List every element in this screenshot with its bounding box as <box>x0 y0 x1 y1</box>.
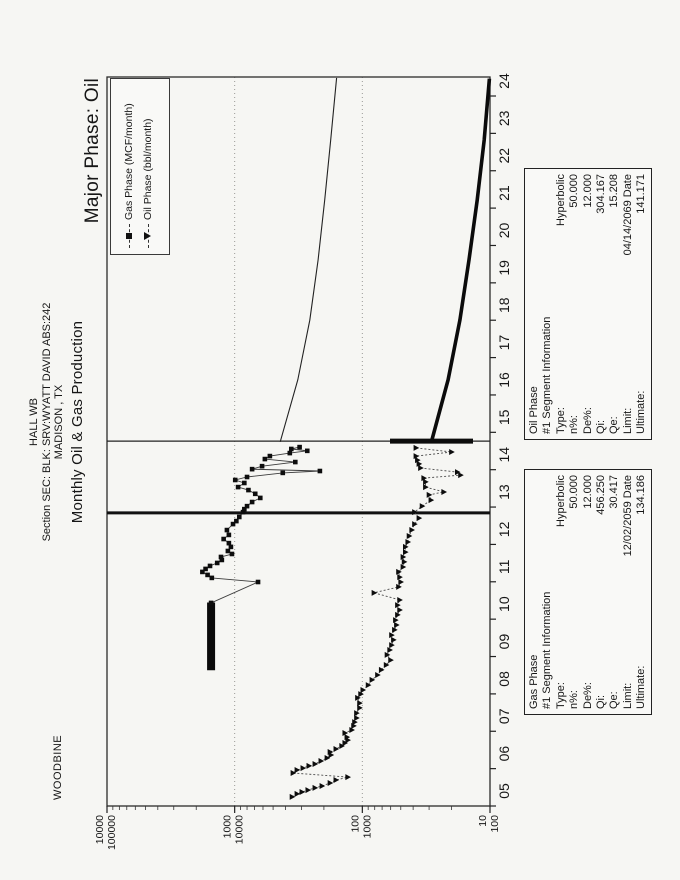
x-axis-tick-label: 12 <box>496 521 512 538</box>
segment-info-label: Type: <box>554 682 567 709</box>
oil-data-marker <box>334 777 340 783</box>
well-county: MADISON , TX <box>53 384 65 460</box>
segment-info-value: 304.167 <box>595 174 608 214</box>
segment-info-value: Hyperbolic <box>554 174 567 226</box>
gas-data-marker <box>203 567 208 572</box>
oil-data-marker <box>414 445 420 451</box>
segment-info-row <box>582 475 595 709</box>
oil-segment-info-box <box>524 168 652 440</box>
x-axis-tick-label: 11 <box>496 559 512 575</box>
oil-data-marker <box>375 672 381 678</box>
oil-data-marker <box>407 533 413 539</box>
oil-data-marker <box>387 647 393 653</box>
segment-info-value: 456.250 <box>595 475 608 515</box>
gas-data-marker <box>289 447 294 452</box>
segment-info-row <box>555 475 568 709</box>
segment-info-row <box>582 174 595 434</box>
segment-info-label: Qi: <box>595 694 608 709</box>
segment-info-row <box>595 174 608 434</box>
gas-data-marker <box>305 449 310 454</box>
legend-item-gas <box>119 79 138 248</box>
segment-info-label: Qi: <box>595 419 608 434</box>
x-axis-tick-label: 20 <box>496 222 512 239</box>
segment-info-value: 12.000 <box>581 174 594 208</box>
gas-data-marker <box>208 564 213 569</box>
gas-data-marker <box>219 555 224 560</box>
segment-info-label: Limit: <box>621 407 634 434</box>
segment-info-value: 15.208 <box>608 174 621 208</box>
gas-data-marker <box>227 541 232 546</box>
chart-title: Monthly Oil & Gas Production <box>68 320 86 524</box>
segment-info-row <box>595 475 608 709</box>
oil-data-marker <box>389 632 395 638</box>
gas-data-marker <box>233 478 238 483</box>
oil-data-marker <box>393 617 399 623</box>
x-axis-tick-label: 06 <box>496 745 512 762</box>
x-axis-tick-label: 14 <box>496 446 512 463</box>
gas-data-marker <box>260 464 265 469</box>
x-axis-tick-label: 18 <box>496 297 512 314</box>
segment-info-label: Qe: <box>608 416 621 434</box>
oil-data-marker <box>412 521 418 527</box>
oil-history-line <box>292 448 461 797</box>
formation-label: WOODBINE <box>52 734 64 800</box>
segment-info-value: 134.186 <box>635 475 648 515</box>
oil-data-marker <box>449 449 455 455</box>
gas-data-marker <box>263 457 268 462</box>
gas-data-marker <box>297 445 302 450</box>
segment-info-value: Hyperbolic <box>554 475 567 527</box>
oil-data-marker <box>301 765 307 771</box>
segment-info-row <box>608 475 621 709</box>
oil-data-marker <box>429 497 435 503</box>
legend-item-oil <box>138 79 157 248</box>
oil-data-marker <box>290 794 296 800</box>
oil-data-marker <box>394 622 400 628</box>
oil-data-marker <box>345 774 351 780</box>
oil-data-marker <box>295 791 301 797</box>
oil-data-marker <box>360 687 366 693</box>
gas-data-marker <box>234 519 239 524</box>
gas-data-marker <box>245 504 250 509</box>
oil-data-marker <box>418 465 424 471</box>
oil-data-marker <box>366 682 372 688</box>
oil-data-marker <box>320 783 326 789</box>
gas-segment-info-box <box>524 469 652 715</box>
gas-data-marker <box>225 528 230 533</box>
gas-box-title: Gas Phase <box>528 654 540 709</box>
gas-data-marker <box>293 460 298 465</box>
segment-info-value: 50.000 <box>568 475 581 509</box>
oil-data-marker <box>295 767 301 773</box>
segment-info-value: 12/02/2059 Date <box>621 475 634 557</box>
gas-data-marker <box>258 496 263 501</box>
x-axis-tick-label: 17 <box>496 334 512 351</box>
x-axis-tick-label: 10 <box>496 596 512 612</box>
gas-data-marker <box>215 561 220 566</box>
segment-info-value: 30.417 <box>608 475 621 509</box>
x-axis-tick-label: 22 <box>496 147 512 164</box>
oil-data-marker <box>305 787 311 793</box>
oil-box-subtitle: #1 Segment Information <box>541 316 554 434</box>
segment-info-label: De%: <box>581 682 594 709</box>
gas-data-marker <box>209 601 214 606</box>
oil-forecast-line <box>432 79 490 440</box>
oil-data-marker <box>405 539 411 545</box>
segment-info-value: 12.000 <box>581 475 594 509</box>
x-axis-tick-label: 07 <box>496 708 512 725</box>
x-axis-tick-label: 13 <box>496 484 512 500</box>
oil-data-marker <box>354 715 360 721</box>
y-axis-gas-scale-label: 10000 <box>233 815 246 845</box>
oil-data-marker <box>409 527 415 533</box>
oil-data-marker <box>395 602 401 608</box>
y-axis-oil-scale-label: 10 <box>477 815 489 827</box>
segment-info-label: De%: <box>581 407 594 434</box>
x-axis-tick-label: 16 <box>496 372 512 388</box>
oil-data-marker <box>441 489 447 495</box>
gas-box-subtitle: #1 Segment Information <box>541 591 554 709</box>
segment-info-row <box>622 174 635 434</box>
oil-data-marker <box>313 785 319 791</box>
legend <box>110 78 170 255</box>
gas-data-marker <box>250 467 255 472</box>
segment-info-value: 04/14/2069 Date <box>621 174 634 256</box>
oil-data-marker <box>401 564 407 570</box>
gas-data-marker <box>230 552 235 557</box>
gas-data-marker <box>227 533 232 538</box>
oil-data-marker <box>328 780 334 786</box>
gas-data-marker <box>237 515 242 520</box>
gas-data-marker <box>287 451 292 456</box>
y-axis-gas-scale-label: 100000 <box>106 815 118 851</box>
gas-data-marker <box>318 469 323 474</box>
x-axis-tick-label: 24 <box>496 73 512 89</box>
legend-oil-label: Oil Phase (bbl/month) <box>141 118 154 220</box>
well-location: Section SEC: BLK: SRV:WYATT DAVID ABS:242 <box>40 302 53 542</box>
gas-data-marker <box>246 488 251 493</box>
x-axis-tick-label: 21 <box>496 185 512 201</box>
oil-data-marker <box>388 657 394 663</box>
y-axis-oil-scale-label: 10000 <box>94 815 106 845</box>
oil-data-marker <box>403 549 409 555</box>
oil-data-marker <box>319 758 325 764</box>
oil-box-title: Oil Phase <box>528 386 540 434</box>
gas-data-marker <box>242 481 247 486</box>
oil-data-marker <box>402 559 408 565</box>
gas-history-line <box>202 447 320 603</box>
segment-info-row <box>608 174 621 434</box>
x-axis-tick-label: 15 <box>496 409 512 426</box>
legend-gas-label: Gas Phase (MCF/month) <box>122 103 135 220</box>
gas-data-marker <box>245 475 250 480</box>
oil-data-marker <box>397 574 403 580</box>
gas-forecast-line <box>280 78 336 442</box>
gas-data-marker <box>221 537 226 542</box>
segment-info-row <box>635 174 648 434</box>
segment-info-value: 50.000 <box>568 174 581 208</box>
major-phase-label: Major Phase: Oil <box>82 78 103 224</box>
gas-data-marker <box>256 580 261 585</box>
oil-triangle-marker-icon <box>143 224 153 248</box>
segment-info-row <box>622 475 635 709</box>
gas-data-marker <box>280 471 285 476</box>
segment-info-row <box>555 174 568 434</box>
oil-data-marker <box>391 637 397 643</box>
y-axis-gas-scale-label: 1000 <box>361 815 374 839</box>
oil-data-marker <box>420 503 426 509</box>
gas-data-marker <box>205 573 210 578</box>
oil-data-marker <box>395 612 401 618</box>
y-axis-oil-scale-label: 100 <box>349 815 362 833</box>
gas-data-marker <box>253 492 258 497</box>
x-axis-tick-label: 05 <box>496 783 512 799</box>
oil-data-marker <box>379 667 385 673</box>
oil-data-marker <box>397 597 403 603</box>
oil-data-marker <box>334 746 340 752</box>
segment-info-label: Ultimate: <box>635 390 648 434</box>
gas-data-marker <box>250 500 255 505</box>
oil-data-marker <box>458 472 464 478</box>
oil-data-marker <box>398 579 404 585</box>
gas-data-marker <box>226 549 231 554</box>
segment-info-row <box>568 174 581 434</box>
oil-data-marker <box>397 607 403 613</box>
oil-data-marker <box>300 789 306 795</box>
segment-info-row <box>635 475 648 709</box>
oil-data-marker <box>372 590 378 596</box>
gas-square-marker-icon <box>124 224 134 248</box>
segment-info-row <box>568 475 581 709</box>
gas-data-marker <box>268 454 273 459</box>
oil-data-marker <box>396 584 402 590</box>
segment-info-label: n%: <box>568 415 581 434</box>
well-name: HALL WB <box>28 398 40 446</box>
oil-data-marker <box>417 515 423 521</box>
y-axis-gas-scale-label: 100 <box>489 815 501 833</box>
segment-info-label: Limit: <box>621 682 634 709</box>
segment-info-value: 141.171 <box>635 174 648 214</box>
segment-info-label: Ultimate: <box>635 665 648 709</box>
x-axis-tick-label: 09 <box>496 633 512 650</box>
y-axis-oil-scale-label: 1000 <box>221 815 234 839</box>
segment-info-label: Qe: <box>608 691 621 709</box>
x-axis-tick-label: 23 <box>496 110 512 127</box>
gas-data-marker <box>210 576 215 581</box>
gas-data-marker <box>236 485 241 490</box>
oil-data-marker <box>307 763 313 769</box>
oil-data-marker <box>427 492 433 498</box>
oil-data-marker <box>313 761 319 767</box>
x-axis-tick-label: 19 <box>496 260 512 276</box>
segment-info-label: n%: <box>568 690 581 709</box>
x-axis-tick-label: 08 <box>496 671 512 687</box>
segment-info-label: Type: <box>554 407 567 434</box>
